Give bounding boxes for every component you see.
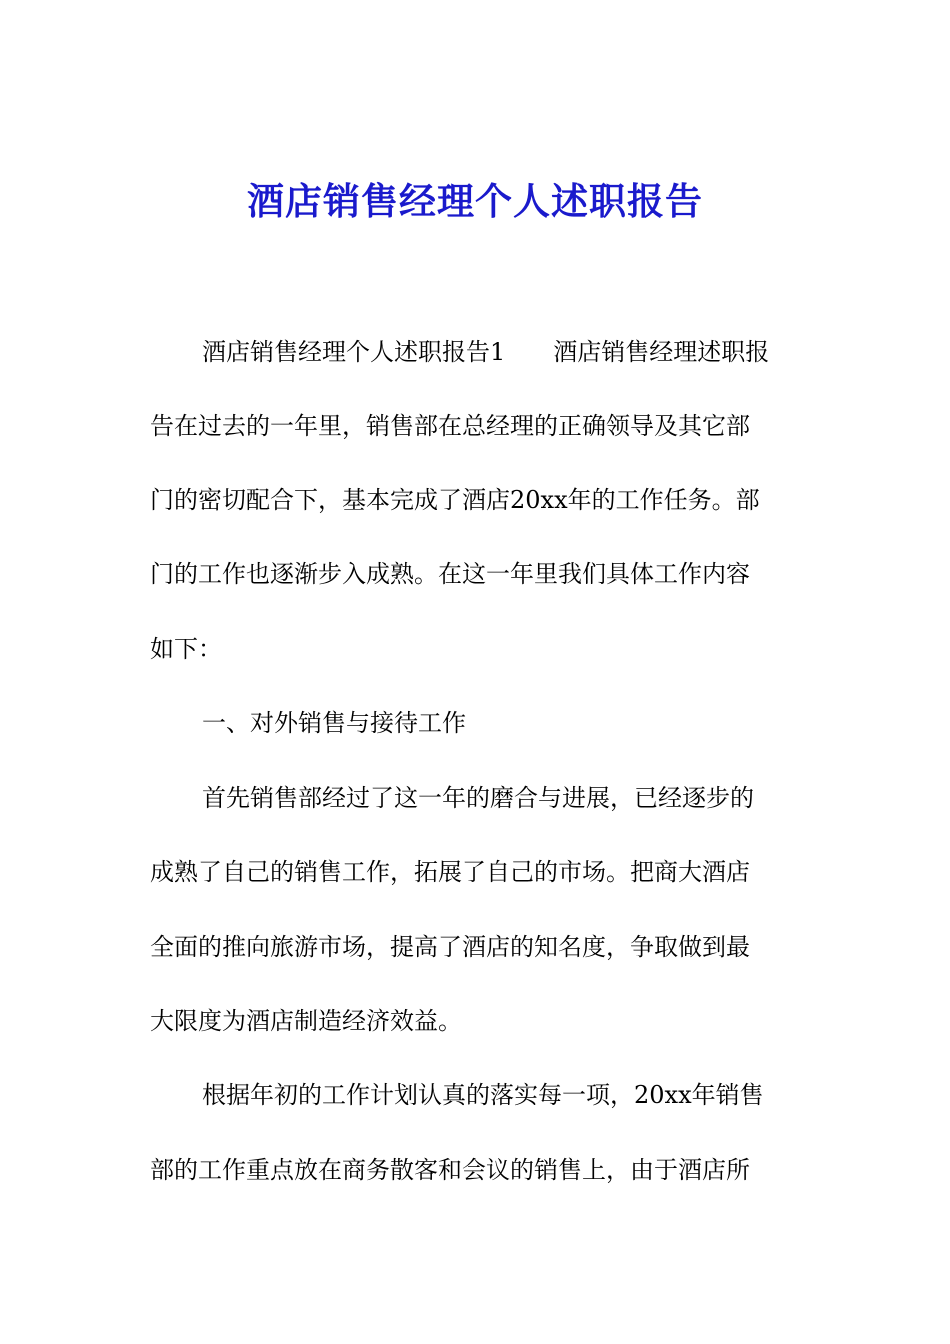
body-line: 大限度为酒店制造经济效益。: [150, 1007, 462, 1035]
document-title: 酒店销售经理个人述职报告: [247, 179, 703, 223]
body-line: 全面的推向旅游市场，提高了酒店的知名度，争取做到最: [150, 933, 750, 961]
body-line: 首先销售部经过了这一年的磨合与进展，已经逐步的: [202, 784, 754, 812]
section-heading: 一、对外销售与接待工作: [202, 709, 466, 737]
body-line: 告在过去的一年里，销售部在总经理的正确领导及其它部: [150, 412, 750, 440]
body-line: 门的密切配合下，基本完成了酒店20xx年的工作任务。部: [150, 486, 760, 514]
body-line: 部的工作重点放在商务散客和会议的销售上，由于酒店所: [150, 1156, 750, 1184]
body-line: 酒店销售经理个人述职报告1 酒店销售经理述职报: [202, 338, 770, 366]
body-line: 成熟了自己的销售工作，拓展了自己的市场。把商大酒店: [150, 858, 750, 886]
body-line: 如下：: [150, 635, 222, 663]
body-line: 根据年初的工作计划认真的落实每一项，20xx年销售: [202, 1081, 764, 1109]
body-line: 门的工作也逐渐步入成熟。在这一年里我们具体工作内容: [150, 560, 750, 588]
